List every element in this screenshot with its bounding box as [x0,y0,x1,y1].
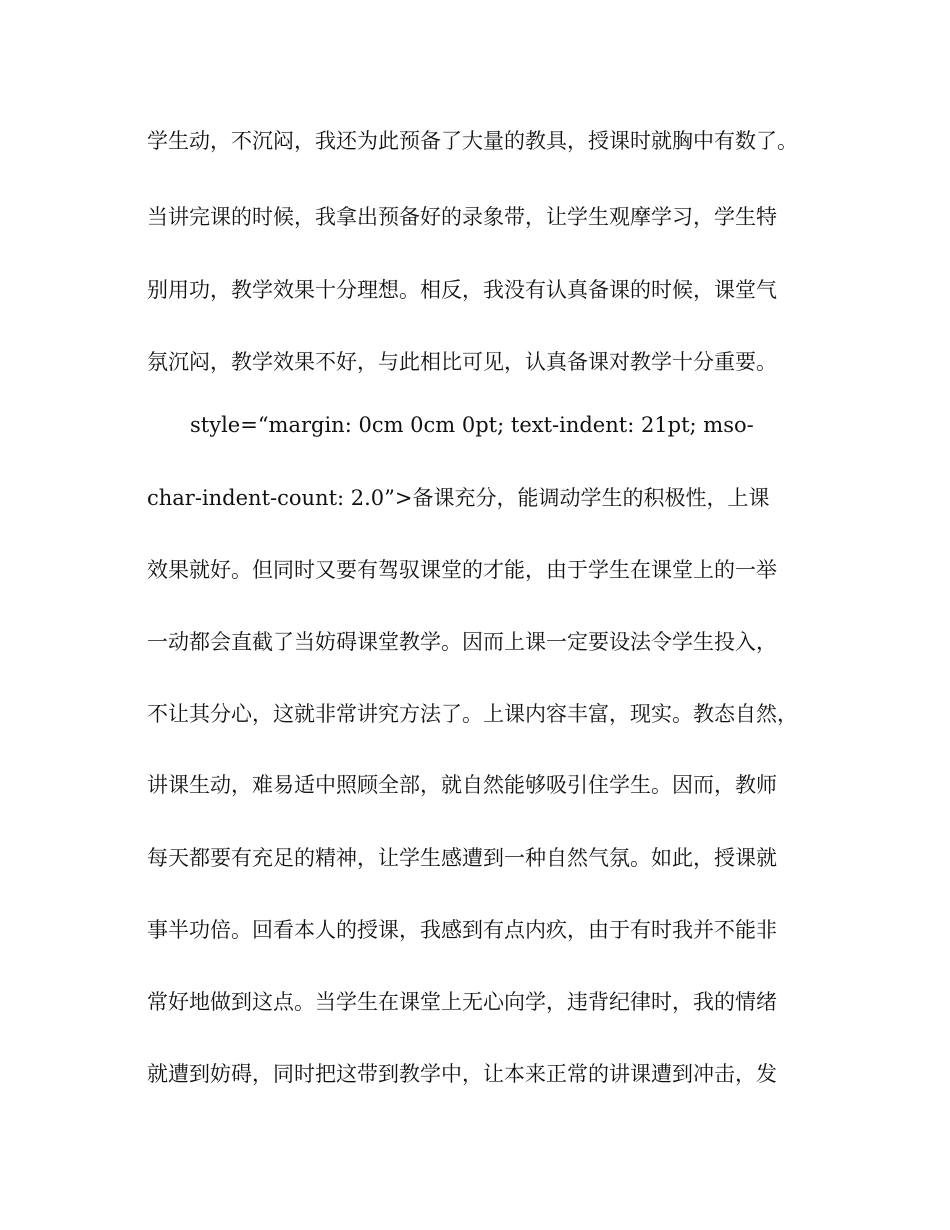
text-line: 氛沉闷，教学效果不好，与此相比可见，认真备课对教学十分重要。 [147,350,777,374]
text-line: 不让其分心，这就非常讲究方法了。上课内容丰富，现实。教态自然， [147,702,798,726]
text-line-indented: style=“margin: 0cm 0cm 0pt; text-indent: 21pt; mso- [190,413,754,437]
text-line: 就遭到妨碍，同时把这带到教学中，让本来正常的讲课遭到冲击，发 [147,1062,777,1086]
text-line: 学生动，不沉闷，我还为此预备了大量的教具，授课时就胸中有数了。 [147,129,798,153]
text-line: 别用功，教学效果十分理想。相反，我没有认真备课的时候，课堂气 [147,278,777,302]
text-line: 事半功倍。回看本人的授课，我感到有点内疚，由于有时我并不能非 [147,918,777,942]
text-line: 每天都要有充足的精神，让学生感遭到一种自然气氛。如此，授课就 [147,846,777,870]
text-line: 讲课生动，难易适中照顾全部，就自然能够吸引住学生。因而，教师 [147,773,777,797]
text-line: 一动都会直截了当妨碍课堂教学。因而上课一定要设法令学生投入， [147,630,777,654]
text-line: 当讲完课的时候，我拿出预备好的录象带，让学生观摩学习，学生特 [147,205,777,229]
text-line: 效果就好。但同时又要有驾驭课堂的才能，由于学生在课堂上的一举 [147,558,777,582]
text-line: char-indent-count: 2.0”>备课充分，能调动学生的积极性，上课 [147,486,770,510]
text-line: 常好地做到这点。当学生在课堂上无心向学，违背纪律时，我的情绪 [147,990,777,1014]
